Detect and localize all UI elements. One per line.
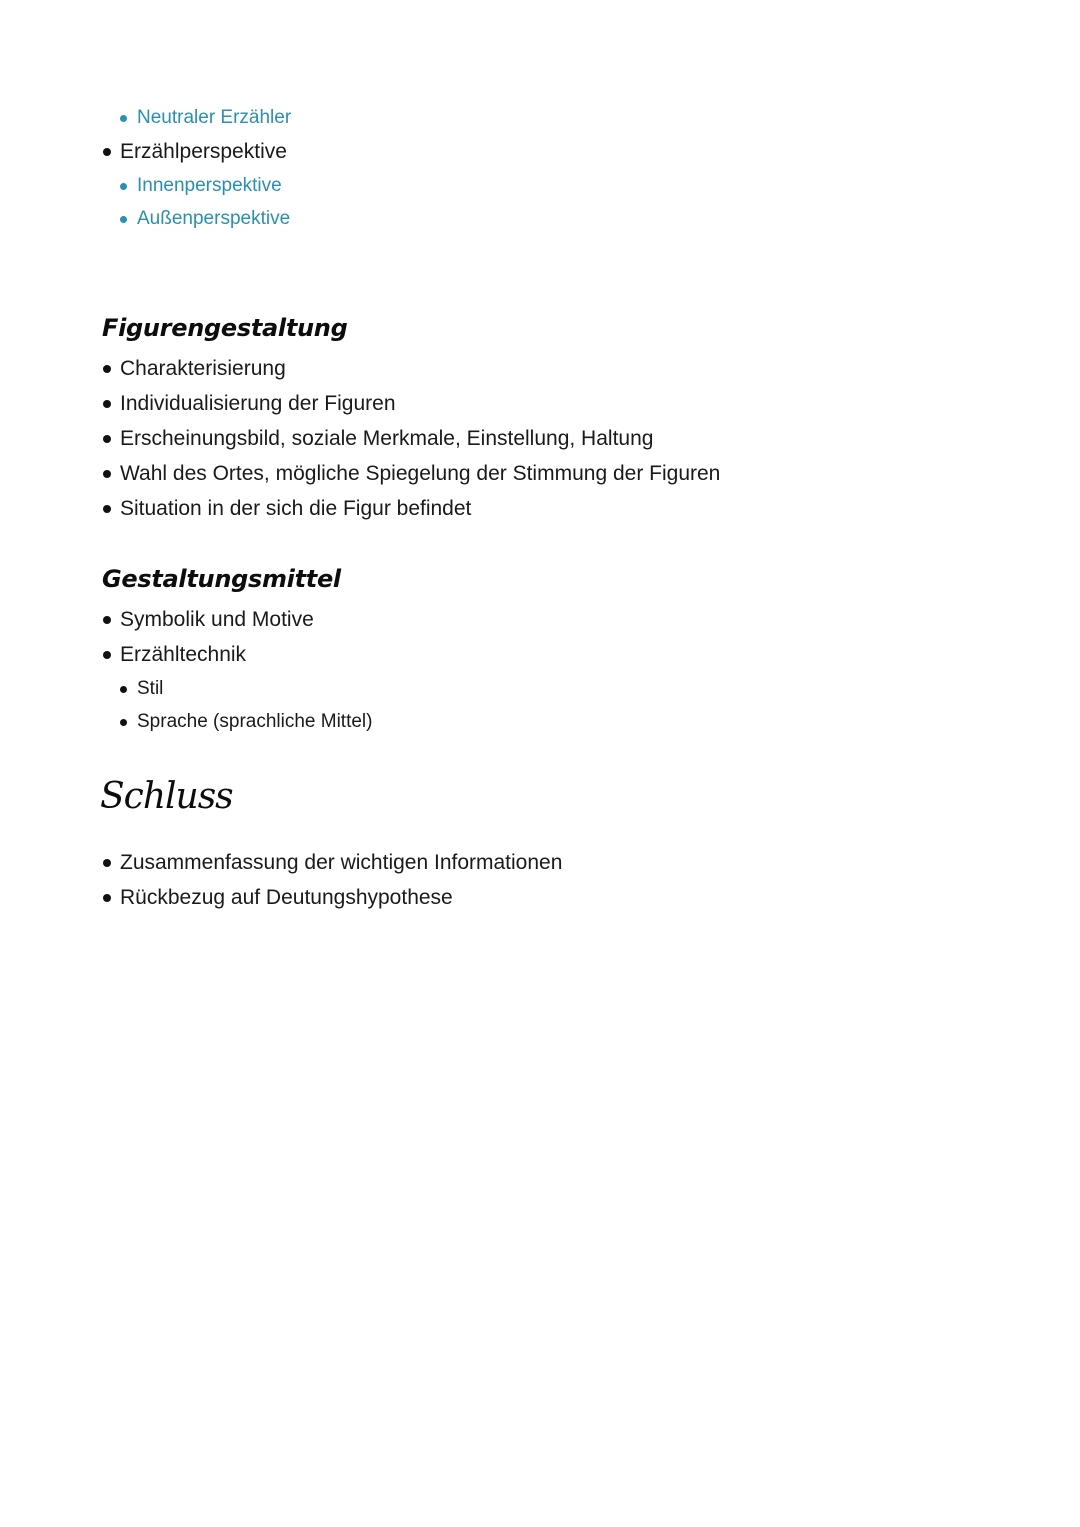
means-section [0, 602, 1080, 738]
list-item: Zusammenfassung der wichtigen Informationen [0, 845, 1080, 880]
conclusion-list [0, 845, 1080, 915]
list-item: Wahl des Ortes, mögliche Spiegelung der Stimmung der Figuren [0, 456, 1080, 491]
list-item-neutral-narrator: Neutraler Erzähler [0, 101, 1080, 134]
list-item: Erzähltechnik [0, 637, 1080, 672]
section-heading-conclusion: Schluss [100, 776, 233, 817]
list-item: Stil [0, 672, 1080, 705]
list-item-inner-perspective: Innenperspektive [0, 169, 1080, 202]
list-item: Individualisierung der Figuren [0, 386, 1080, 421]
list-item-perspective: Erzählperspektive [0, 134, 1080, 169]
list-item: Rückbezug auf Deutungshypothese [0, 880, 1080, 915]
means-sublist [0, 672, 1080, 738]
list-item: Erscheinungsbild, soziale Merkmale, Einstellung, Haltung [0, 421, 1080, 456]
perspective-list [0, 134, 1080, 169]
list-item: Situation in der sich die Figur befindet [0, 491, 1080, 526]
means-list [0, 602, 1080, 672]
list-item: Charakterisierung [0, 351, 1080, 386]
narrator-section [0, 101, 1080, 235]
figures-section [0, 351, 1080, 526]
section-heading-figures: Figurengestaltung [102, 314, 348, 342]
list-item: Sprache (sprachliche Mittel) [0, 705, 1080, 738]
list-item: Symbolik und Motive [0, 602, 1080, 637]
conclusion-section [0, 845, 1080, 915]
figures-list [0, 351, 1080, 526]
section-heading-means: Gestaltungsmittel [102, 565, 341, 593]
narrator-list [0, 101, 1080, 134]
perspective-sublist [0, 169, 1080, 235]
list-item-outer-perspective: Außenperspektive [0, 202, 1080, 235]
